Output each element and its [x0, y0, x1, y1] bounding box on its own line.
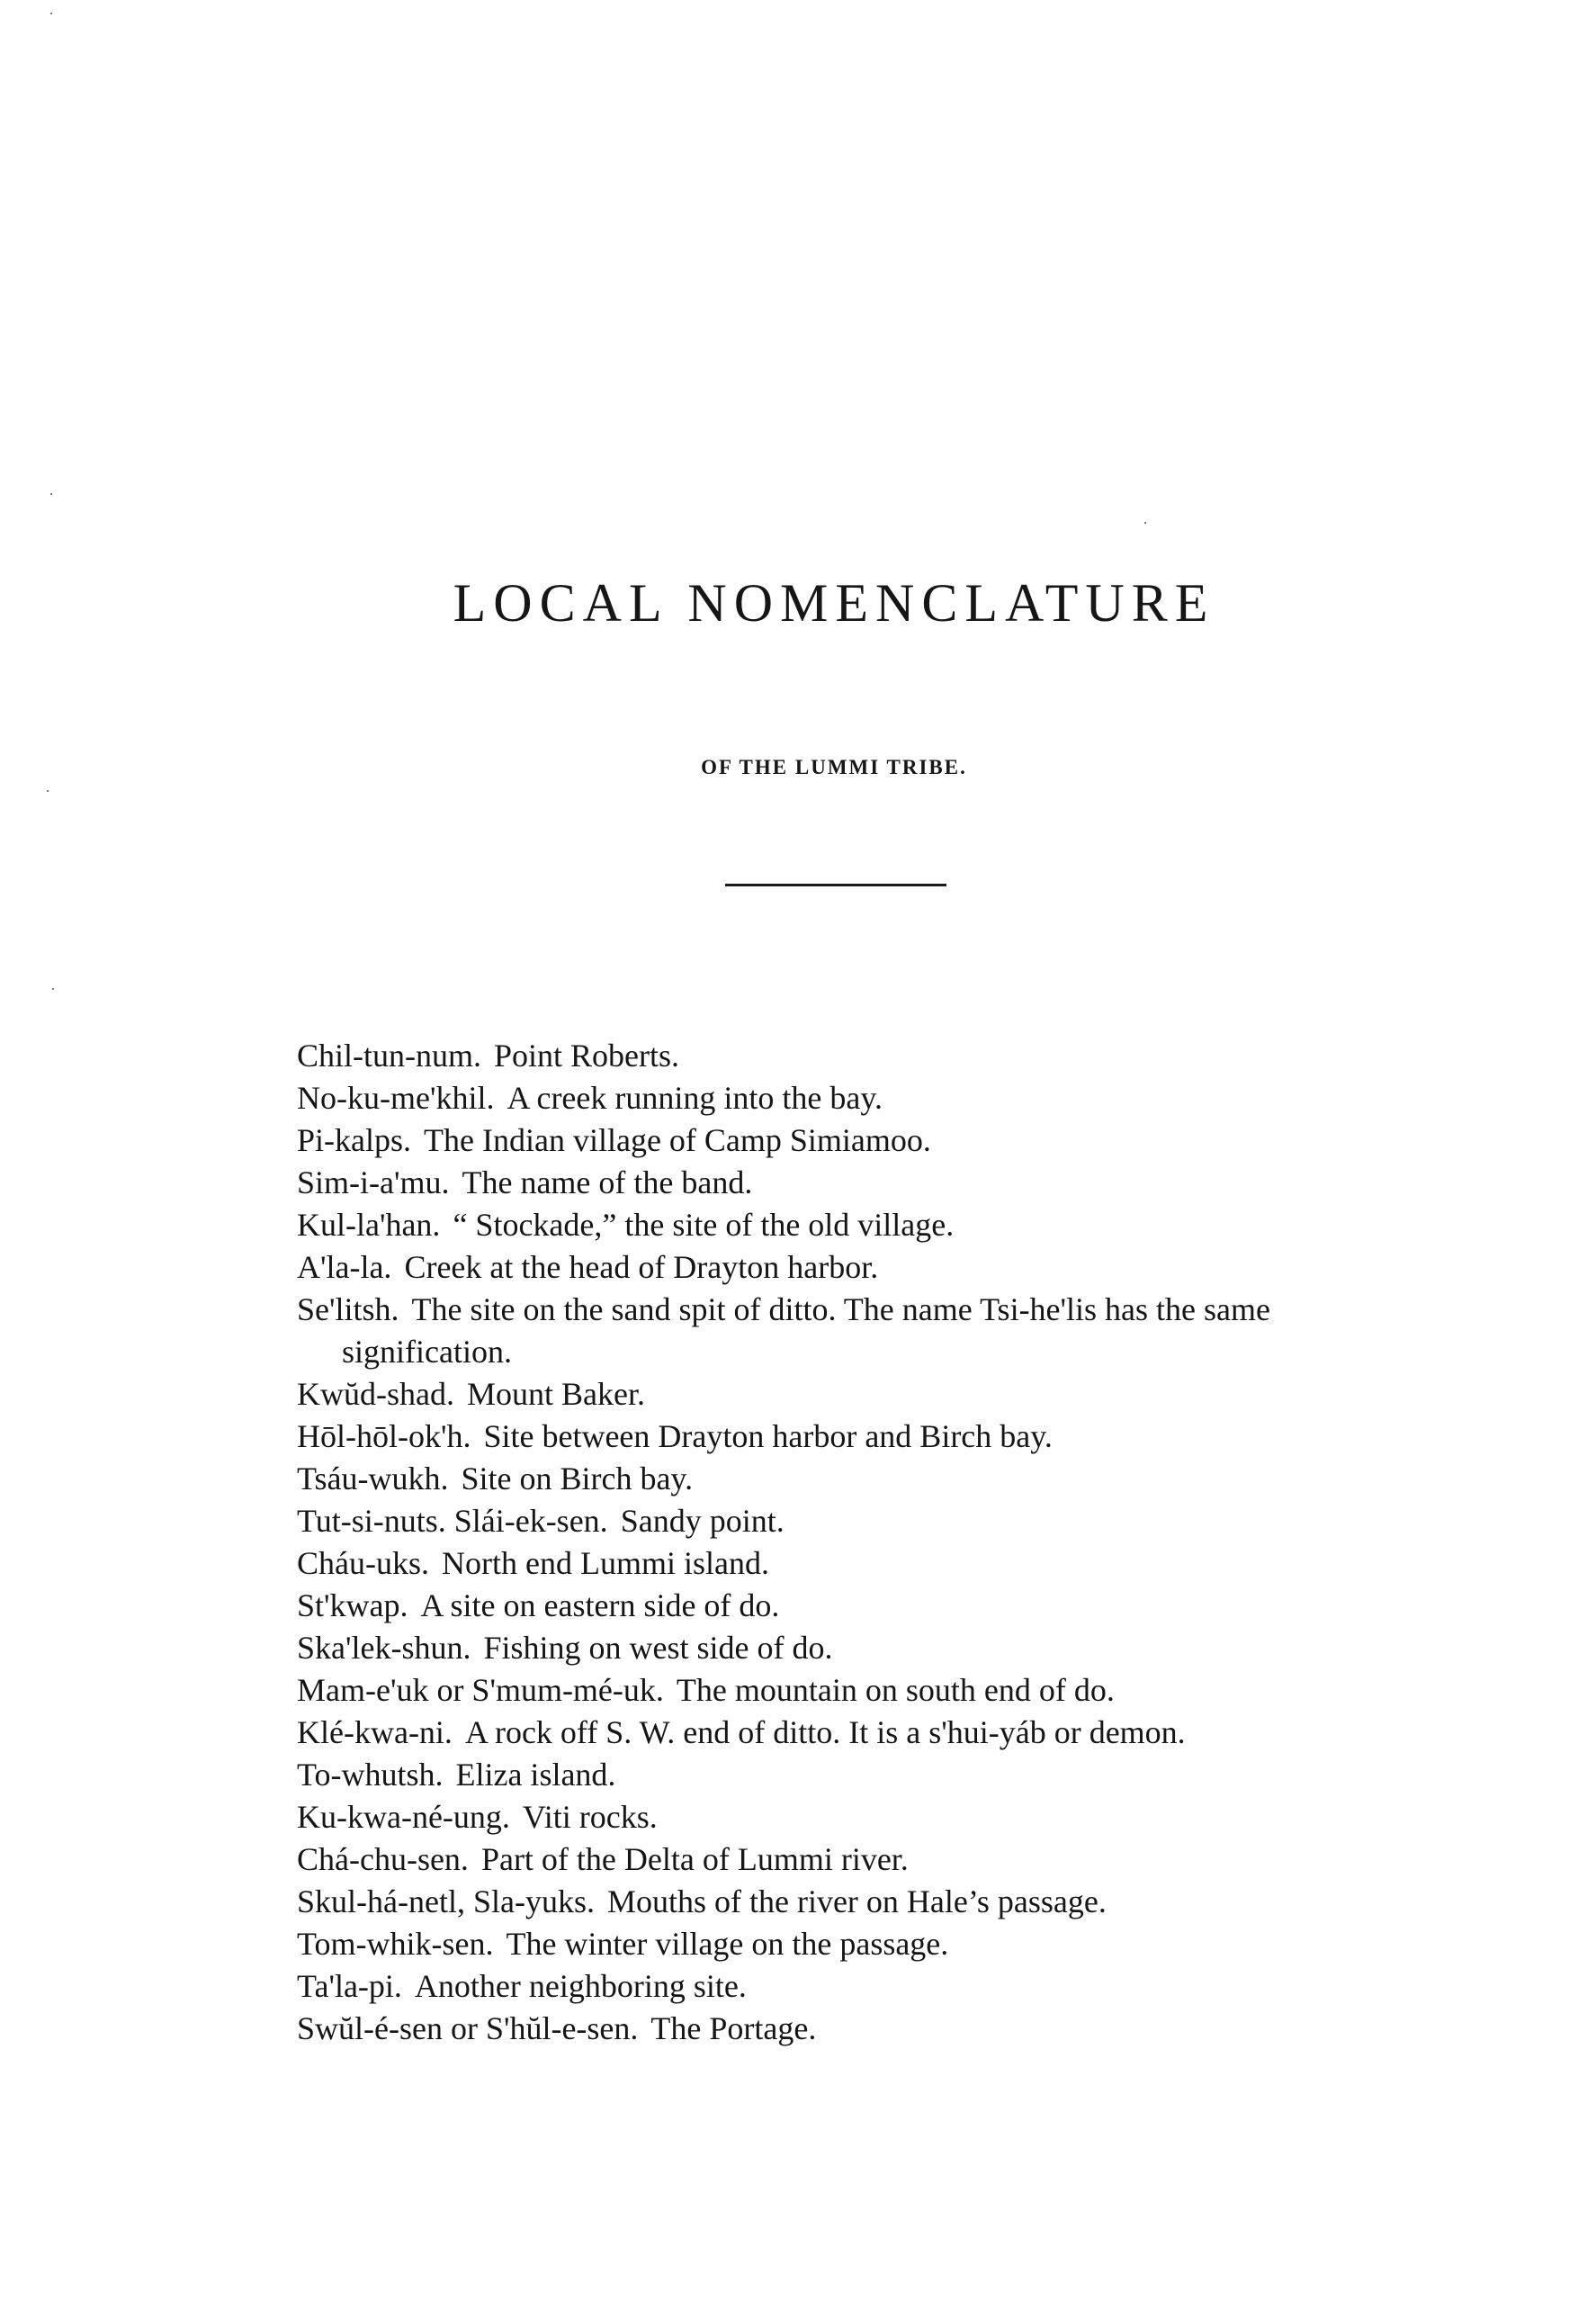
list-item — [297, 1881, 1358, 1923]
scan-speck — [47, 790, 49, 792]
page-subtitle: OF THE LUMMI TRIBE. — [701, 756, 967, 778]
entry-term: A'la-la. — [297, 1249, 392, 1285]
scan-speck — [52, 988, 54, 990]
page-title: LOCAL NOMENCLATURE — [453, 573, 1215, 633]
entry-description: Another neighboring site. — [414, 1968, 747, 2004]
list-item — [297, 1458, 1358, 1500]
list-item — [297, 1416, 1358, 1458]
list-item — [297, 1077, 1358, 1119]
entry-term: Chil-tun-num. — [297, 1038, 481, 1074]
nomenclature-list — [297, 1035, 1358, 2050]
entry-description: Viti rocks. — [522, 1799, 658, 1835]
list-item — [297, 1500, 1358, 1542]
entry-term: Tsáu-wukh. — [297, 1461, 449, 1497]
list-item — [297, 1542, 1358, 1585]
entry-description: A site on eastern side of do. — [420, 1587, 780, 1623]
scan-speck — [50, 13, 52, 14]
entry-term: Kwŭd-shad. — [297, 1376, 454, 1412]
entry-description: Eliza island. — [455, 1757, 616, 1793]
entry-description: “ Stockade,” the site of the old village. — [453, 1207, 955, 1243]
entry-description: Part of the Delta of Lummi river. — [480, 1841, 909, 1877]
entry-description: The winter village on the passage. — [506, 1926, 949, 1962]
entry-description: The mountain on south end of do. — [676, 1672, 1115, 1708]
list-item — [297, 1838, 1358, 1881]
entry-term: Ku-kwa-né-ung. — [297, 1799, 510, 1835]
entry-term: Se'litsh. — [297, 1291, 399, 1327]
entry-term: Tom-whik-sen. — [297, 1926, 494, 1962]
entry-term: Chá-chu-sen. — [297, 1841, 469, 1877]
entry-term: St'kwap. — [297, 1587, 408, 1623]
list-item — [297, 1035, 1358, 1077]
entry-description: Mount Baker. — [466, 1376, 645, 1412]
entry-term: Pi-kalps. — [297, 1122, 412, 1158]
entry-term: No-ku-me'khil. — [297, 1080, 495, 1116]
entry-description: The name of the band. — [462, 1164, 753, 1200]
scan-speck — [50, 493, 52, 495]
list-item — [297, 1712, 1358, 1754]
entry-term: Cháu-uks. — [297, 1545, 429, 1581]
list-item — [297, 1162, 1358, 1204]
list-item — [297, 1923, 1358, 1965]
entry-term: Ta'la-pi. — [297, 1968, 402, 2004]
list-item — [297, 2008, 1358, 2050]
entry-term: Hōl-hōl-ok'h. — [297, 1418, 471, 1454]
entry-description: Fishing on west side of do. — [483, 1630, 833, 1666]
list-item — [297, 1373, 1358, 1416]
list-item — [297, 1796, 1358, 1838]
entry-description: Sandy point. — [620, 1503, 785, 1539]
entry-term: Tut-si-nuts. Slái-ek-sen. — [297, 1503, 608, 1539]
list-item — [297, 1627, 1358, 1669]
title-divider — [725, 884, 946, 886]
list-item — [297, 1246, 1358, 1289]
entry-description: Mouths of the river on Hale’s passage. — [606, 1883, 1107, 1919]
entry-term: Kul-la'han. — [297, 1207, 441, 1243]
list-item — [297, 1965, 1358, 2008]
list-item — [297, 1289, 1358, 1373]
entry-term: Skul-há-netl, Sla-yuks. — [297, 1883, 595, 1919]
entry-term: Ska'lek-shun. — [297, 1630, 471, 1666]
list-item — [297, 1585, 1358, 1627]
entry-description: A rock off S. W. end of ditto. It is a s'hui-yáb or demon. — [464, 1714, 1186, 1750]
entry-description: Point Roberts. — [494, 1038, 680, 1074]
list-item — [297, 1754, 1358, 1796]
entry-term: Mam-e'uk or S'mum-mé-uk. — [297, 1672, 664, 1708]
entry-description: The site on the sand spit of ditto. The name Tsi-he'lis has the same signification. — [342, 1291, 1270, 1370]
entry-term: Sim-i-a'mu. — [297, 1164, 450, 1200]
entry-description: North end Lummi island. — [442, 1545, 769, 1581]
list-item — [297, 1119, 1358, 1162]
entry-description: Site between Drayton harbor and Birch bay. — [483, 1418, 1053, 1454]
entry-description: The Indian village of Camp Simiamoo. — [424, 1122, 931, 1158]
list-item — [297, 1669, 1358, 1712]
list-item — [297, 1204, 1358, 1246]
entry-description: Creek at the head of Drayton harbor. — [404, 1249, 879, 1285]
entry-description: The Portage. — [650, 2010, 817, 2046]
entry-description: A creek running into the bay. — [507, 1080, 883, 1116]
entry-term: To-whutsh. — [297, 1757, 444, 1793]
entry-term: Swŭl-é-sen or S'hŭl-e-sen. — [297, 2010, 639, 2046]
scan-speck — [1144, 522, 1146, 524]
entry-description: Site on Birch bay. — [461, 1461, 694, 1497]
entry-term: Klé-kwa-ni. — [297, 1714, 453, 1750]
